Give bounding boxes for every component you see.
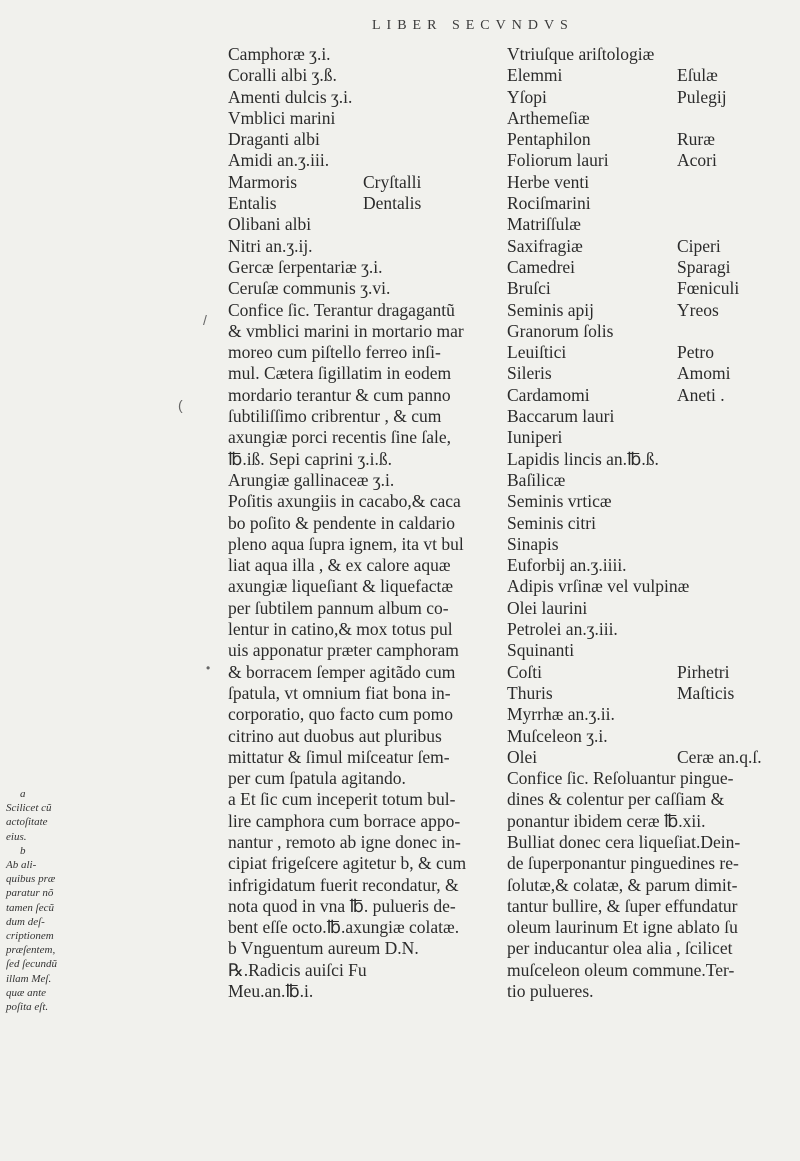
left-column-line: Confice ſic. Terantur dragagantũ [228, 299, 455, 320]
right-column-line: oleum laurinum Et igne ablato ſu [507, 917, 738, 938]
right-column-line: Matriſſulæ [507, 214, 581, 235]
right-column-line [507, 257, 792, 278]
right-column-line: de ſuperponantur pinguedines re- [507, 853, 739, 874]
left-column-line: per cum ſpatula agitando. [228, 768, 406, 789]
entry-left: Elemmi [507, 65, 563, 86]
right-column-line [507, 278, 792, 299]
entry-right: Sparagi [677, 256, 731, 277]
left-column-line: Nitri an.ʒ.ij. [228, 235, 313, 256]
left-column-line: Ceruſæ communis ʒ.vi. [228, 278, 391, 299]
margin-note-line: quibus præ [6, 873, 56, 886]
entry-left: Seminis apij [507, 299, 595, 320]
left-column-line: lentur in catino,& mox totus pul [228, 619, 453, 640]
left-column-line: ſubtiliſſimo cribrentur , & cum [228, 406, 442, 427]
left-column-line: Coralli albi ʒ.ß. [228, 65, 337, 86]
right-column-line [507, 65, 792, 86]
left-column-line: Gercæ ſerpentariæ ʒ.i. [228, 256, 383, 277]
left-column-line: corporatio, quo facto cum pomo [228, 704, 454, 725]
entry-right: Acori [677, 150, 717, 171]
left-column-line: a Et ſic cum inceperit totum bul- [228, 789, 456, 810]
right-column-line: per inducantur olea alia , ſcilicet [507, 938, 733, 959]
left-column-line [228, 172, 490, 193]
right-column-line [507, 236, 792, 257]
left-column-line [228, 193, 490, 214]
left-column-line: nota quod in vna ℔. pulueris de- [228, 895, 456, 916]
left-column-line: mul. Cætera ſigillatim in eodem [228, 363, 452, 384]
entry-left: Pentaphilon [507, 129, 591, 150]
right-column-line: ponantur ibidem ceræ ℔.xii. [507, 810, 706, 831]
right-column-line [507, 363, 792, 384]
margin-note-line: quæ ante [6, 986, 47, 999]
right-column-line: Bulliat donec cera liqueſiat.Dein- [507, 831, 741, 852]
entry-left: Bruſci [507, 278, 551, 299]
left-column-line: Vmblici marini [228, 107, 336, 128]
right-column-line: Euforbij an.ʒ.iiii. [507, 555, 627, 576]
right-column-line: Herbe venti [507, 171, 590, 192]
left-column-line: Poſitis axungiis in cacabo,& caca [228, 491, 461, 512]
right-column-line [507, 747, 792, 768]
left-column-line: nantur , remoto ab igne donec in- [228, 831, 461, 852]
left-column-line: axungiæ liqueſiant & liquefactæ [228, 576, 454, 597]
entry-right: Fœniculi [677, 278, 740, 299]
right-column-line: Squinanti [507, 640, 575, 661]
right-column-line: Confice ſic. Reſoluantur pingue- [507, 768, 734, 789]
entry-right: Maſticis [677, 682, 735, 703]
right-column-line: tio pulueres. [507, 981, 594, 1002]
right-column-line: Seminis citri [507, 512, 596, 533]
left-column-line: Amenti dulcis ʒ.i. [228, 86, 353, 107]
margin-note-line: Scilicet cũ [6, 802, 52, 815]
right-column-line: Baccarum lauri [507, 406, 615, 427]
right-column-line [507, 342, 792, 363]
right-column-line [507, 683, 792, 704]
entry-right: Ciperi [677, 235, 721, 256]
left-column-line: moreo cum piſtello ferreo inſi- [228, 342, 441, 363]
right-column-line [507, 385, 792, 406]
entry-right: Ceræ an.q.ſ. [677, 746, 762, 767]
left-column-line: lire camphora cum borrace appo- [228, 810, 461, 831]
left-column-line: cipiat frigeſcere agitetur b, & cum [228, 853, 467, 874]
left-column-line: Meu.an.℔.i. [228, 981, 314, 1002]
right-column-line: Rociſmarini [507, 193, 591, 214]
entry-right: Yreos [677, 299, 719, 320]
margin-note-line: eius. [6, 830, 27, 843]
entry-left: Cardamomi [507, 384, 590, 405]
right-column-line: Muſceleon ʒ.i. [507, 725, 608, 746]
left-column-line: liat aqua illa , & ex calore aquæ [228, 555, 451, 576]
margin-note-line: a [20, 788, 26, 800]
margin-note-line: poſita eſt. [6, 1001, 49, 1014]
left-column-line: Camphoræ ʒ.i. [228, 44, 331, 64]
entry-left: Sileris [507, 363, 552, 384]
left-column-line: Amidi an.ʒ.iii. [228, 150, 330, 171]
right-column-line [507, 150, 792, 171]
entry-left: Entalis [228, 193, 277, 214]
running-head: LIBER SECVNDVS [372, 18, 574, 33]
entry-left: Leuiſtici [507, 342, 567, 363]
right-column-line [507, 662, 792, 683]
right-column-line [507, 300, 792, 321]
right-column-line: tantur bullire, & ſuper effundatur [507, 895, 738, 916]
entry-left: Foliorum lauri [507, 150, 609, 171]
left-column-line: per ſubtilem pannum album co- [228, 597, 449, 618]
left-column-line: infrigidatum fuerit recondatur, & [228, 874, 459, 895]
margin-note-line: b [20, 844, 26, 857]
margin-note-line: Ab ali- [6, 859, 37, 872]
right-column-line: Seminis vrticæ [507, 491, 612, 512]
entry-left: Thuris [507, 682, 553, 703]
margin-mark-bracket: ( [178, 397, 183, 413]
left-column-line: uis apponatur præter camphoram [228, 640, 459, 661]
entry-left: Camedrei [507, 256, 576, 277]
left-column-line: & borracem ſemper agitãdo cum [228, 661, 456, 682]
left-column-line: b Vnguentum aureum D.N. [228, 938, 419, 959]
left-column-line: & vmblici marini in mortario mar [228, 320, 464, 341]
left-column-line: mordario terantur & cum panno [228, 384, 451, 405]
entry-left: Marmoris [228, 171, 298, 192]
right-column [507, 44, 792, 1002]
left-column [228, 44, 490, 1002]
right-column-line: dines & colentur per caſſiam & [507, 789, 725, 810]
margin-note-line: actoſitate [6, 816, 48, 829]
right-column-line: Arthemeſiæ [507, 107, 590, 128]
entry-right: Dentalis [363, 193, 422, 214]
entry-right: Cryſtalli [363, 171, 422, 192]
entry-right: Pulegij [677, 86, 727, 107]
margin-note-line: illam Meſ. [6, 972, 52, 985]
entry-right: Amomi [677, 363, 731, 384]
left-column-line: bo poſito & pendente in caldario [228, 512, 455, 533]
right-column-line: Vtriuſque ariſtologiæ [507, 44, 655, 64]
right-column-line: ſolutæ,& colatæ, & parum dimit- [507, 874, 738, 895]
left-column-line: ℞.Radicis auiſci Fu [228, 959, 367, 980]
entry-right: Pirhetri [677, 661, 730, 682]
margin-note-line: criptionem [6, 930, 54, 943]
entry-left: Coſti [507, 661, 543, 682]
right-column-line: Baſilicæ [507, 469, 566, 490]
right-column-line: muſceleon oleum commune.Ter- [507, 959, 735, 980]
left-column-line: pleno aqua ſupra ignem, ita vt bul [228, 533, 464, 554]
left-column-line: Draganti albi [228, 129, 320, 150]
left-column-line: Arungiæ gallinaceæ ʒ.i. [228, 469, 395, 490]
left-column-line: mittatur & ſimul miſceatur ſem- [228, 746, 450, 767]
margin-note-line: tamen ſecũ [6, 901, 54, 914]
right-column-line: Lapidis lincis an.℔.ß. [507, 448, 659, 469]
left-column-line: bent eſſe octo.℔.axungiæ colatæ. [228, 917, 460, 938]
entry-left: Saxifragiæ [507, 235, 583, 256]
entry-left: Olei [507, 746, 538, 767]
entry-right: Petro [677, 342, 714, 363]
right-column-line [507, 87, 792, 108]
right-column-line: Sinapis [507, 533, 559, 554]
margin-notes [6, 787, 96, 1014]
right-column-line: Olei laurini [507, 597, 588, 618]
margin-note-line: paratur nõ [6, 887, 54, 900]
left-column-line: ℔.iß. Sepi caprini ʒ.i.ß. [228, 448, 393, 469]
margin-note-line: ſed ſecundũ [6, 958, 58, 971]
entry-right: Aneti . [677, 384, 725, 405]
entry-left: Yſopi [507, 86, 547, 107]
margin-mark-slash: / [203, 312, 207, 328]
left-column-line: citrino aut duobus aut pluribus [228, 725, 442, 746]
right-column-line: Adipis vrſinæ vel vulpinæ [507, 576, 690, 597]
right-column-line: Petrolei an.ʒ.iii. [507, 619, 618, 640]
right-column-line [507, 129, 792, 150]
left-column-line: axungiæ porci recentis ſine ſale, [228, 427, 452, 448]
right-column-line: Myrrhæ an.ʒ.ii. [507, 704, 615, 725]
left-column-line: Olibani albi [228, 214, 312, 235]
margin-note-line: dum deſ- [6, 915, 45, 928]
margin-mark-dot: • [206, 661, 211, 675]
entry-right: Eſulæ [677, 65, 718, 86]
right-column-line: Iuniperi [507, 427, 563, 448]
left-column-line: ſpatula, vt omnium fiat bona in- [228, 682, 451, 703]
margin-note-line: præſentem, [6, 944, 56, 957]
right-column-line: Granorum ſolis [507, 320, 614, 341]
entry-right: Ruræ [677, 129, 715, 150]
